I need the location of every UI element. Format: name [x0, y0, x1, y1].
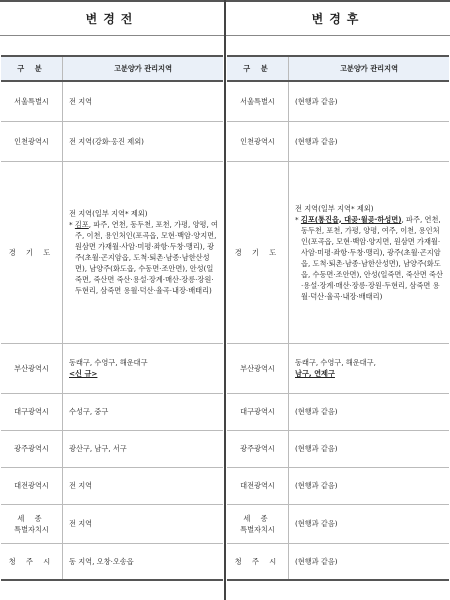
region-name: 대구광역시: [227, 393, 289, 430]
region-value: 전 지역: [63, 467, 224, 504]
busan-new: <신 규>: [69, 369, 98, 378]
region-name: [227, 504, 289, 543]
gyeonggi-exception-list: [69, 219, 219, 296]
region-name: 광주광역시: [227, 430, 289, 467]
after-table: [227, 55, 449, 581]
region-name: 경 기 도: [227, 161, 289, 343]
sejong-name: 세 종: [243, 513, 272, 523]
sejong-type: 특별자치시: [240, 524, 275, 534]
region-name: [1, 504, 63, 543]
gyeonggi-intro: 전 지역(일부 지역* 제외): [295, 203, 374, 213]
region-value: [289, 161, 450, 343]
header-region: 고분양가 관리지역: [63, 56, 224, 81]
bullet-mark: *: [69, 220, 75, 229]
region-value: (현행과 같음): [289, 121, 450, 161]
busan-new: 남구, 연제구: [295, 369, 335, 378]
header-category: 구 분: [1, 56, 63, 81]
after-title: 변경후: [226, 0, 450, 36]
row-cheongju: [1, 543, 223, 580]
row-incheon: [1, 121, 223, 161]
before-panel: [0, 0, 224, 600]
region-value: (현행과 같음): [289, 543, 450, 580]
row-busan: [1, 343, 223, 393]
row-daegu: [1, 393, 223, 430]
exception-areas: , 파주, 연천, 동두천, 포천, 가평, 양평, 여주, 이천, 용인처인(포곡읍, 모현·백암·양지면, 원삼면 가재월·사암·미평·좌항·두창·맹리), 광주(초월·곤지암읍, 도척·퇴촌·남종·남한산성면), 남양주(화도읍, 수동면·조안면), 안성(일죽면, 죽산면 죽산·용설·장계·매산·장릉·장원·두현리, 삼죽면 용월·덕산·율곡·내장·배태리): [301, 214, 443, 301]
row-gwangju: [1, 430, 223, 467]
region-value: 전 지역(강화·옹진 제외): [63, 121, 224, 161]
highlighted-area: 김포(통진읍, 대곶·월곶·하성면): [300, 214, 402, 224]
region-value: [63, 161, 224, 343]
region-name: 광주광역시: [1, 430, 63, 467]
row-gyeonggi: [227, 161, 449, 343]
region-value: (현행과 같음): [289, 393, 450, 430]
region-value: 전 지역: [63, 81, 224, 121]
region-name: 경 기 도: [1, 161, 63, 343]
table-header-row: [1, 56, 223, 81]
before-table: [1, 55, 223, 581]
region-value: (현행과 같음): [289, 81, 450, 121]
region-name: 부산광역시: [227, 343, 289, 393]
row-gyeonggi: [1, 161, 223, 343]
highlighted-area: 김포: [74, 220, 89, 229]
region-name: 대전광역시: [1, 467, 63, 504]
row-gwangju: [227, 430, 449, 467]
busan-districts: 동래구, 수영구, 해운대구,: [295, 358, 376, 367]
exception-areas: , 파주, 연천, 동두천, 포천, 가평, 양평, 여주, 이천, 용인처인(포곡읍, 모현·백암·양지면, 원삼면 가재월·사암·미평·좌항·두창·맹리), 광주(초월·곤지암읍, 도척·퇴촌·남종·남한산성면), 남양주(화도읍, 수동면·조안면), 안성(일죽면, 죽산면 죽산·용설·장계·매산·장릉·장원·두현리, 삼죽면 용월·덕산·율곡·내장·배태리): [75, 220, 218, 295]
row-daegu: [227, 393, 449, 430]
region-value: (현행과 같음): [289, 467, 450, 504]
row-seoul: [1, 81, 223, 121]
before-title: 변경전: [0, 0, 224, 36]
gyeonggi-exception-list: [295, 214, 445, 302]
region-name: 대구광역시: [1, 393, 63, 430]
sejong-type: 특별자치시: [14, 524, 49, 534]
region-value: 동 지역, 오창·오송읍: [63, 543, 224, 580]
row-seoul: [227, 81, 449, 121]
row-busan: [227, 343, 449, 393]
region-name: 인천광역시: [227, 121, 289, 161]
row-daejeon: [227, 467, 449, 504]
header-region: 고분양가 관리지역: [289, 56, 450, 81]
row-sejong: [1, 504, 223, 543]
region-name: 청 주 시: [227, 543, 289, 580]
sejong-name: 세 종: [17, 513, 46, 523]
region-name: 서울특별시: [227, 81, 289, 121]
region-value: [63, 343, 224, 393]
region-value: 광산구, 남구, 서구: [63, 430, 224, 467]
table-header-row: [227, 56, 449, 81]
gyeonggi-intro: 전 지역(일부 지역* 제외): [69, 209, 148, 218]
region-name: 청 주 시: [1, 543, 63, 580]
busan-districts: 동래구, 수영구, 해운대구: [69, 358, 148, 367]
row-sejong: [227, 504, 449, 543]
region-name: 서울특별시: [1, 81, 63, 121]
region-value: 수성구, 중구: [63, 393, 224, 430]
row-incheon: [227, 121, 449, 161]
header-category: 구 분: [227, 56, 289, 81]
row-daejeon: [1, 467, 223, 504]
bullet-mark: *: [295, 214, 301, 224]
row-cheongju: [227, 543, 449, 580]
region-name: 대전광역시: [227, 467, 289, 504]
region-value: (현행과 같음): [289, 504, 450, 543]
after-panel: [226, 0, 450, 600]
region-name: 인천광역시: [1, 121, 63, 161]
region-value: (현행과 같음): [289, 430, 450, 467]
region-name: 부산광역시: [1, 343, 63, 393]
region-value: [289, 343, 450, 393]
region-value: 전 지역: [63, 504, 224, 543]
